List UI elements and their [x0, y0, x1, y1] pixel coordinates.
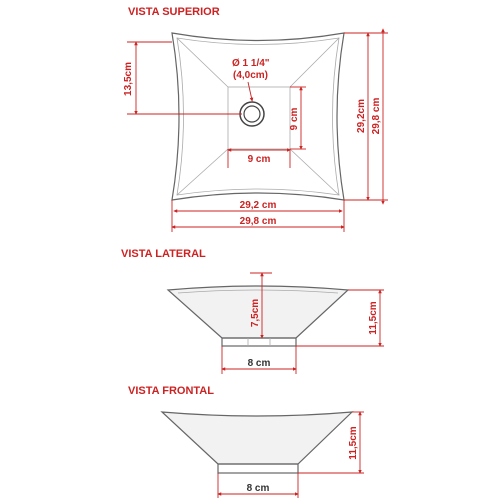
inner-height-label: 9 cm	[289, 107, 300, 131]
side-view-title: VISTA LATERAL	[121, 248, 206, 260]
front-view-title: VISTA FRONTAL	[128, 385, 214, 397]
width-outer-label: 29,8 cm	[239, 216, 277, 227]
drain-diameter-label: Ø 1 1/4"	[232, 58, 270, 69]
inner-width-label: 9 cm	[247, 154, 271, 165]
front-base-width-label: 8 cm	[246, 483, 270, 494]
front-total-height-label: 11,5cm	[348, 426, 359, 460]
drain-diameter-cm-label: (4,0cm)	[233, 70, 269, 81]
side-inner-depth-label: 7,5cm	[250, 298, 261, 328]
side-base-width-label: 8 cm	[247, 358, 271, 369]
top-view-title: VISTA SUPERIOR	[128, 6, 220, 18]
front-view-basin	[162, 412, 352, 473]
drain-inner-circle	[244, 106, 260, 122]
side-total-height-label: 11,5cm	[368, 301, 379, 335]
height-inner-label: 29,2cm	[356, 99, 367, 133]
width-inner-label: 29,2 cm	[239, 200, 277, 211]
drain-leader	[248, 82, 252, 100]
depth-left-label: 13,5cm	[123, 62, 134, 96]
height-outer-label: 29,8 cm	[371, 97, 382, 135]
